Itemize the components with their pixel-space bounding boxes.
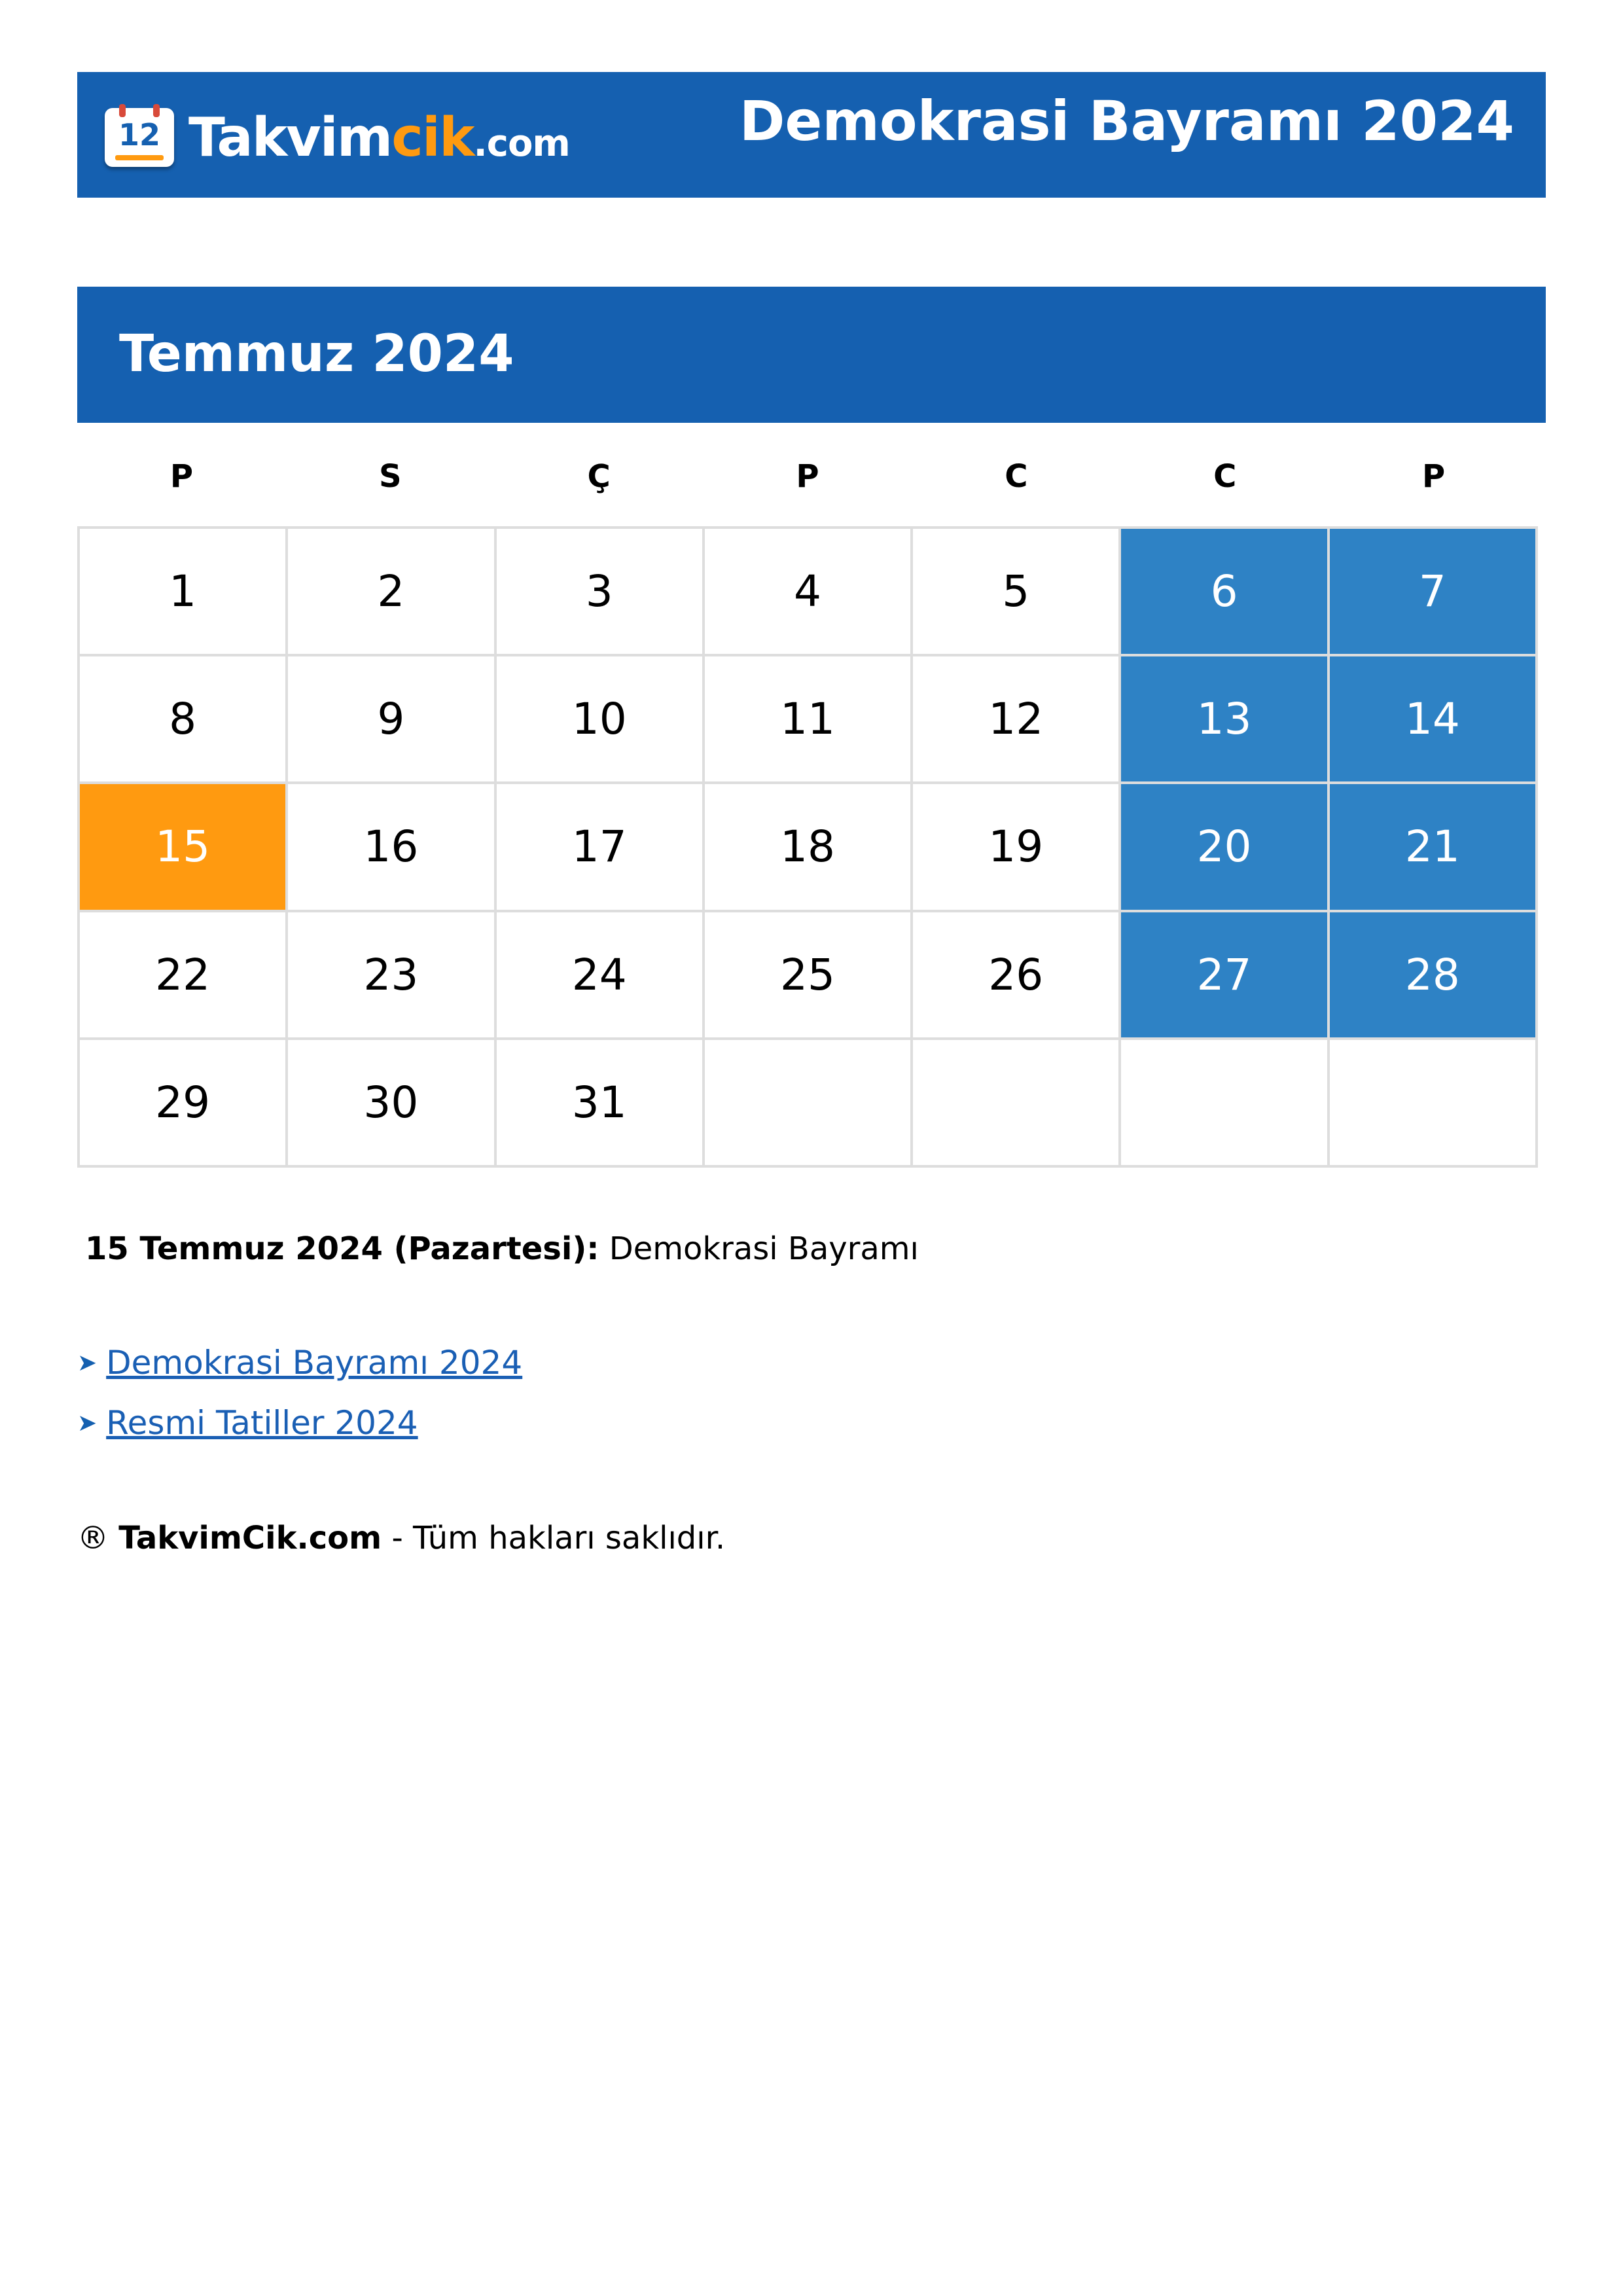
logo-brand-accent: cik <box>391 106 474 169</box>
weekday-label: C <box>1005 458 1028 495</box>
day-cell[interactable]: 31 <box>497 1040 705 1168</box>
day-cell[interactable]: 2 <box>288 529 496 656</box>
footer-brand: TakvimCik.com <box>118 1520 382 1556</box>
day-cell[interactable]: 18 <box>705 784 913 912</box>
weekday-label: C <box>1213 458 1237 495</box>
day-cell[interactable]: 23 <box>288 912 496 1040</box>
day-cell[interactable]: 17 <box>497 784 705 912</box>
weekend-day-cell[interactable]: 28 <box>1330 912 1538 1040</box>
day-cell[interactable]: 4 <box>705 529 913 656</box>
weekend-day-cell[interactable]: 7 <box>1330 529 1538 656</box>
weekend-day-cell[interactable]: 20 <box>1121 784 1329 912</box>
day-cell[interactable]: 1 <box>80 529 288 656</box>
weekday-label: S <box>379 458 402 495</box>
day-cell[interactable]: 29 <box>80 1040 288 1168</box>
weekend-day-cell[interactable]: 21 <box>1330 784 1538 912</box>
weekday-label: P <box>169 458 194 495</box>
day-cell[interactable]: 12 <box>913 656 1121 784</box>
page-title: Demokrasi Bayramı 2024 <box>739 89 1514 153</box>
related-links <box>77 1333 522 1453</box>
day-cell[interactable]: 5 <box>913 529 1121 656</box>
logo-brand-domain: .com <box>473 122 570 165</box>
weekday-label: P <box>1421 458 1446 495</box>
holiday-name: Demokrasi Bayramı <box>609 1230 919 1267</box>
arrow-right-icon: ➤ <box>77 1409 98 1437</box>
site-logo[interactable] <box>105 105 570 170</box>
link-demokrasi-bayrami[interactable]: Demokrasi Bayramı 2024 <box>106 1344 523 1382</box>
weekday-label: P <box>796 458 819 495</box>
day-cell[interactable]: 16 <box>288 784 496 912</box>
calendar-icon <box>105 108 174 167</box>
day-cell[interactable]: 25 <box>705 912 913 1040</box>
day-cell[interactable]: 24 <box>497 912 705 1040</box>
holiday-note <box>85 1230 919 1267</box>
weekend-day-cell[interactable]: 6 <box>1121 529 1329 656</box>
logo-brand-main: Takvim <box>188 106 392 169</box>
logo-wordmark <box>188 107 570 169</box>
day-cell[interactable]: 8 <box>80 656 288 784</box>
empty-day-cell <box>913 1040 1121 1168</box>
weekend-day-cell[interactable]: 14 <box>1330 656 1538 784</box>
weekday-label: Ç <box>587 458 611 495</box>
day-cell[interactable]: 26 <box>913 912 1121 1040</box>
footer <box>77 1520 725 1556</box>
calendar-grid <box>77 526 1538 1168</box>
registered-symbol: ® <box>77 1520 109 1556</box>
day-cell[interactable]: 11 <box>705 656 913 784</box>
day-cell[interactable]: 3 <box>497 529 705 656</box>
link-resmi-tatiller[interactable]: Resmi Tatiller 2024 <box>106 1404 418 1442</box>
calendar-icon-number: 12 <box>118 117 160 152</box>
empty-day-cell <box>1330 1040 1538 1168</box>
day-cell[interactable]: 9 <box>288 656 496 784</box>
link-item <box>77 1393 522 1453</box>
day-cell[interactable]: 30 <box>288 1040 496 1168</box>
weekend-day-cell[interactable]: 13 <box>1121 656 1329 784</box>
footer-text: - Tüm hakları saklıdır. <box>391 1520 726 1556</box>
weekend-day-cell[interactable]: 27 <box>1121 912 1329 1040</box>
link-item <box>77 1333 522 1393</box>
page-header <box>77 72 1546 198</box>
empty-day-cell <box>1121 1040 1329 1168</box>
holiday-date: 15 Temmuz 2024 (Pazartesi): <box>85 1230 599 1267</box>
day-cell[interactable]: 10 <box>497 656 705 784</box>
weekday-header-row <box>77 450 1538 503</box>
holiday-day-cell[interactable]: 15 <box>80 784 288 912</box>
month-title: Temmuz 2024 <box>119 325 514 384</box>
arrow-right-icon: ➤ <box>77 1349 98 1376</box>
day-cell[interactable]: 19 <box>913 784 1121 912</box>
day-cell[interactable]: 22 <box>80 912 288 1040</box>
empty-day-cell <box>705 1040 913 1168</box>
month-header <box>77 287 1546 423</box>
